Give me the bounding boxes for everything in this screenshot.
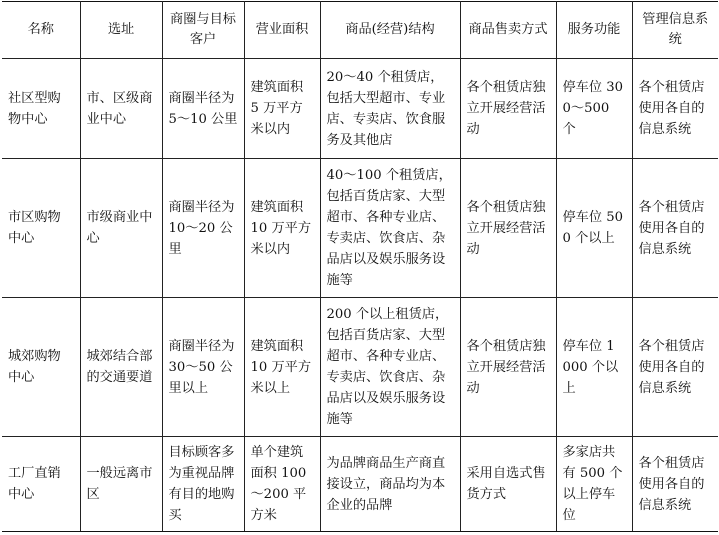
cell-name: 市区购物中心 (2, 159, 80, 298)
cell-service-function: 停车位 300～500 个 (556, 59, 632, 159)
cell-location: 城郊结合部的交通要道 (80, 298, 162, 437)
cell-floor-area: 单个建筑面积 100～200 平方米 (244, 437, 320, 532)
cell-name: 社区型购物中心 (2, 59, 80, 159)
cell-sales-method: 采用自选式售货方式 (460, 437, 556, 532)
cell-floor-area: 建筑面积 5 万平方米以内 (244, 59, 320, 159)
cell-location: 市、区级商业中心 (80, 59, 162, 159)
cell-management-info-system: 各个租赁店使用各自的信息系统 (632, 437, 718, 532)
header-sales-method: 商品售卖方式 (460, 2, 556, 59)
cell-floor-area: 建筑面积 10 万平方米以上 (244, 298, 320, 437)
table-row (2, 298, 718, 437)
cell-merchandise-structure: 20～40 个租赁店，包括大型超市、专业店、专卖店、饮食服务及其他店 (320, 59, 460, 159)
cell-sales-method: 各个租赁店独立开展经营活动 (460, 159, 556, 298)
cell-trade-area: 商圈半径为 5～10 公里 (162, 59, 244, 159)
cell-location: 一般远离市区 (80, 437, 162, 532)
cell-merchandise-structure: 40～100 个租赁店，包括百货店家、大型超市、各种专业店、专卖店、饮食店、杂品店以及娱乐服务设施等 (320, 159, 460, 298)
cell-name: 工厂直销中心 (2, 437, 80, 532)
header-service-function: 服务功能 (556, 2, 632, 59)
cell-management-info-system: 各个租赁店使用各自的信息系统 (632, 298, 718, 437)
header-location: 选址 (80, 2, 162, 59)
cell-merchandise-structure: 为品牌商品生产商直接设立，商品均为本企业的品牌 (320, 437, 460, 532)
cell-trade-area: 目标顾客多为重视品牌有目的地购买 (162, 437, 244, 532)
cell-service-function: 停车位 500 个以上 (556, 159, 632, 298)
header-management-info-system: 管理信息系统 (632, 2, 718, 59)
header-floor-area: 营业面积 (244, 2, 320, 59)
cell-management-info-system: 各个租赁店使用各自的信息系统 (632, 59, 718, 159)
table-row (2, 437, 718, 532)
cell-management-info-system: 各个租赁店使用各自的信息系统 (632, 159, 718, 298)
shopping-center-comparison-table (2, 1, 718, 532)
table-header-row (2, 2, 718, 59)
cell-merchandise-structure: 200 个以上租赁店，包括百货店家、大型超市、各种专业店、专卖店、饮食店、杂品店以及娱乐服务设施等 (320, 298, 460, 437)
cell-sales-method: 各个租赁店独立开展经营活动 (460, 59, 556, 159)
header-merchandise-structure: 商品(经营)结构 (320, 2, 460, 59)
table-row (2, 159, 718, 298)
cell-sales-method: 各个租赁店独立开展经营活动 (460, 298, 556, 437)
header-name: 名称 (2, 2, 80, 59)
cell-floor-area: 建筑面积 10 万平方米以内 (244, 159, 320, 298)
cell-name: 城郊购物中心 (2, 298, 80, 437)
cell-service-function: 多家店共有 500 个以上停车位 (556, 437, 632, 532)
header-trade-area: 商圈与目标客户 (162, 2, 244, 59)
cell-location: 市级商业中心 (80, 159, 162, 298)
cell-trade-area: 商圈半径为 30～50 公里以上 (162, 298, 244, 437)
cell-trade-area: 商圈半径为 10～20 公里 (162, 159, 244, 298)
table-row (2, 59, 718, 159)
cell-service-function: 停车位 1 000 个以上 (556, 298, 632, 437)
